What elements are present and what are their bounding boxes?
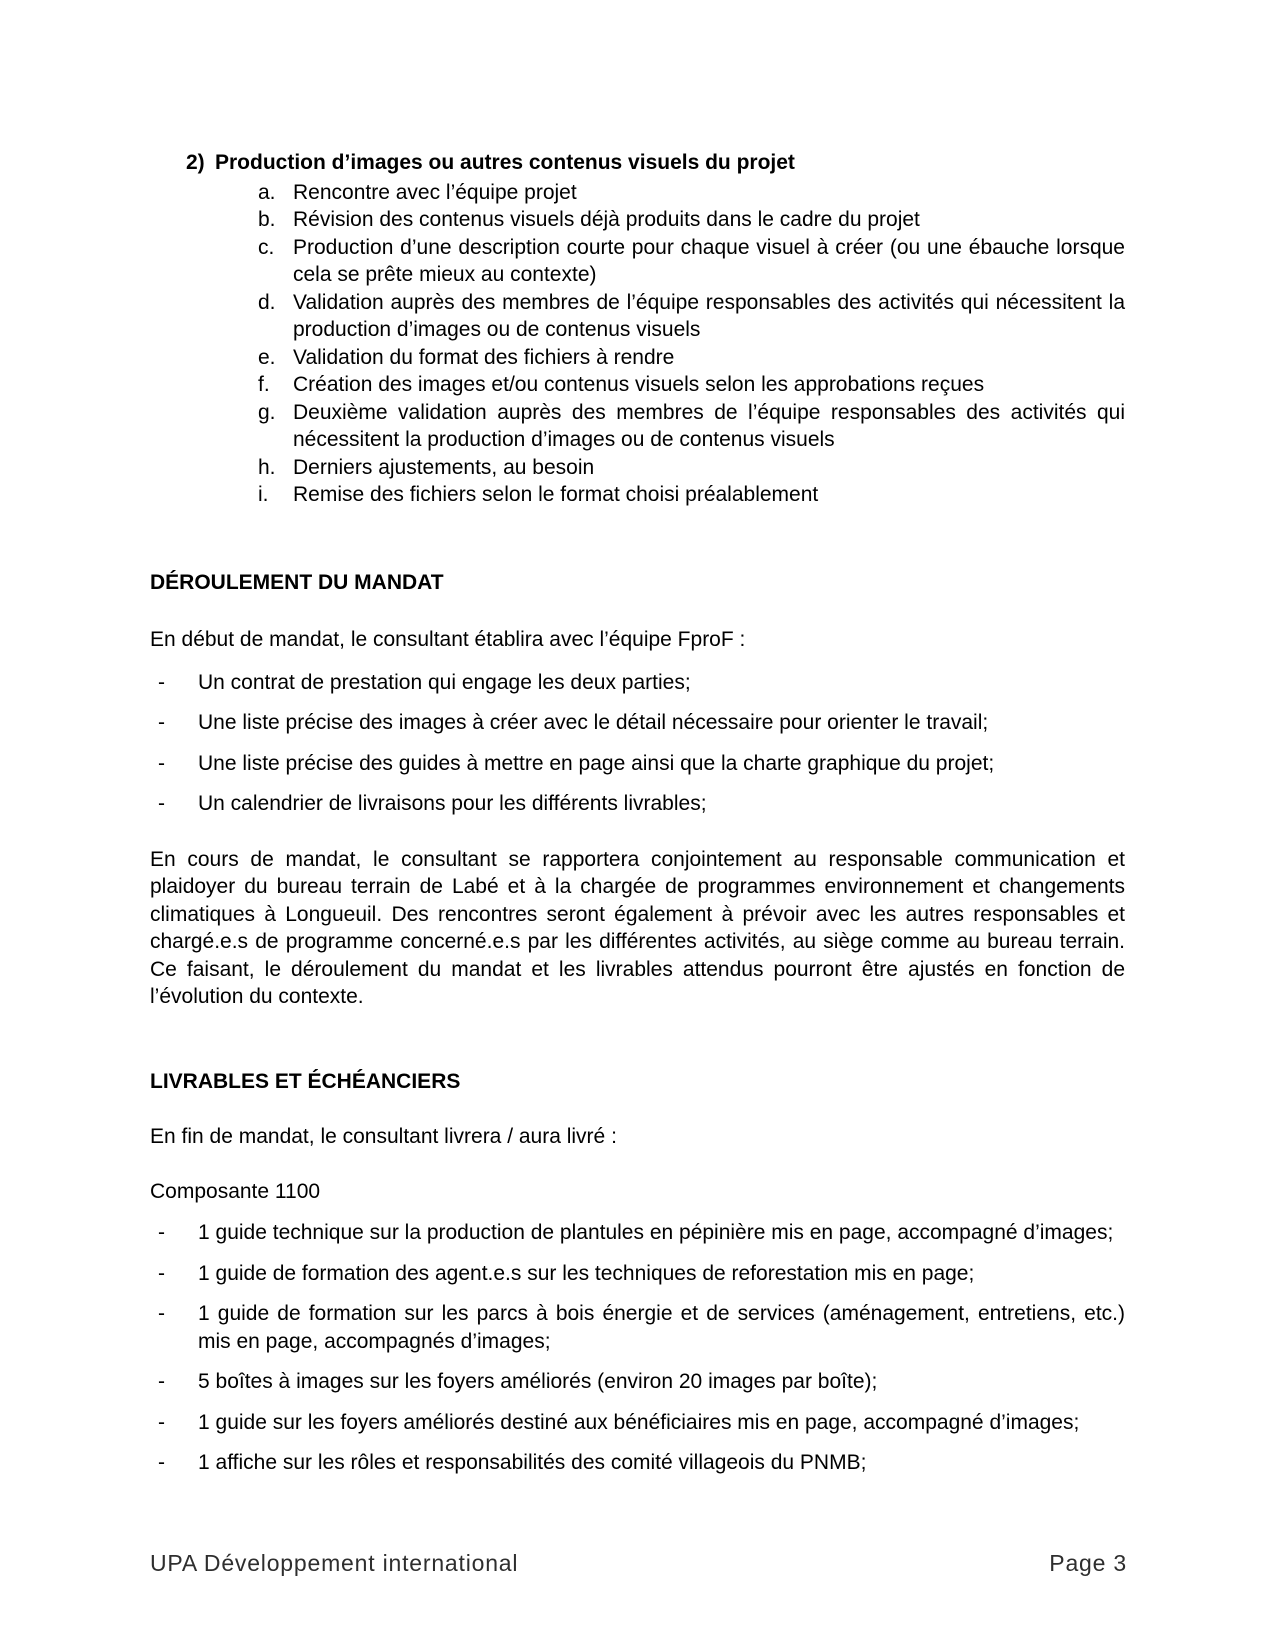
lettered-list-item	[150, 371, 1125, 399]
bullet-list-item	[150, 1368, 1125, 1396]
list-item-text: Validation auprès des membres de l’équipe responsables des activités qui nécessitent la production d’images ou de contenus visuels	[293, 290, 1125, 341]
section-2-lettered-list	[150, 179, 1125, 509]
list-item-letter: c.	[258, 235, 275, 259]
document-content	[150, 149, 1125, 1477]
dash-bullet-marker: -	[158, 1451, 165, 1474]
deroulement-heading: DÉROULEMENT DU MANDAT	[150, 570, 444, 594]
page-footer	[150, 1549, 1127, 1577]
dash-bullet-marker: -	[158, 1370, 165, 1393]
dash-bullet-marker: -	[158, 1221, 165, 1244]
bullet-item-text: 1 guide sur les foyers améliorés destiné aux bénéficiaires mis en page, accompagné d’images;	[198, 1410, 1080, 1434]
bullet-list-item	[150, 790, 1125, 818]
bullet-item-text: Une liste précise des images à créer avec le détail nécessaire pour orienter le travail;	[198, 711, 989, 734]
livrables-bullet-list	[150, 1219, 1125, 1477]
bullet-item-text: Un calendrier de livraisons pour les différents livrables;	[198, 792, 707, 815]
bullet-item-text: 5 boîtes à images sur les foyers améliorés (environ 20 images par boîte);	[198, 1370, 878, 1393]
bullet-list-item	[150, 669, 1125, 697]
list-item-letter: g.	[258, 400, 276, 424]
lettered-list-item	[150, 481, 1125, 509]
dash-bullet-marker: -	[158, 751, 165, 775]
list-item-text: Production d’une description courte pour chaque visuel à créer (ou une ébauche lorsque cela se prête mieux au contexte)	[293, 235, 1125, 286]
list-item-letter: h.	[258, 455, 276, 479]
bullet-list-item	[150, 1219, 1125, 1247]
bullet-list-item	[150, 1409, 1125, 1437]
lettered-list-item	[150, 206, 1125, 234]
composante-subheading: Composante 1100	[150, 1179, 321, 1203]
dash-bullet-marker: -	[158, 670, 165, 694]
dash-bullet-marker: -	[158, 711, 165, 734]
dash-bullet-marker: -	[158, 1410, 165, 1434]
list-item-text: Révision des contenus visuels déjà produits dans le cadre du projet	[293, 208, 920, 231]
livrables-intro: En fin de mandat, le consultant livrera / aura livré :	[150, 1125, 617, 1148]
lettered-list-item	[150, 289, 1125, 344]
lettered-list-item	[150, 454, 1125, 482]
lettered-list-item	[150, 344, 1125, 372]
list-item-text: Deuxième validation auprès des membres de l’équipe responsables des activités qui nécessitent la production d’images ou de contenus visuels	[293, 400, 1125, 451]
section-2-title: Production d’images ou autres contenus visuels du projet	[215, 151, 795, 174]
deroulement-paragraph: En cours de mandat, le consultant se rapportera conjointement au responsable communication et plaidoyer du bureau terrain de Labé et à la chargée de programmes environnement et changements climatiques à Longueuil. Des rencontres seront également à prévoir avec les autres responsables et chargé.e.s de programme concerné.e.s par les différentes activités, au siège comme au bureau terrain. Ce faisant, le déroulement du mandat et les livrables attendus pourront être ajustés en fonction de l’évolution du contexte.	[150, 847, 1125, 1008]
dash-bullet-marker: -	[158, 792, 165, 815]
bullet-list-item	[150, 1449, 1125, 1477]
bullet-item-text: Une liste précise des guides à mettre en page ainsi que la charte graphique du projet;	[198, 751, 995, 775]
dash-bullet-marker: -	[158, 1261, 165, 1285]
footer-organization: UPA Développement international	[150, 1550, 519, 1576]
bullet-item-text: 1 guide technique sur la production de plantules en pépinière mis en page, accompagné d’images;	[198, 1221, 1114, 1244]
list-item-letter: i.	[258, 483, 269, 506]
list-item-text: Remise des fichiers selon le format choisi préalablement	[293, 483, 819, 506]
list-item-text: Rencontre avec l’équipe projet	[293, 180, 577, 204]
lettered-list-item	[150, 399, 1125, 454]
list-item-text: Validation du format des fichiers à rendre	[293, 345, 675, 369]
list-item-letter: b.	[258, 208, 276, 231]
lettered-list-item	[150, 179, 1125, 207]
bullet-list-item	[150, 1260, 1125, 1288]
list-item-letter: a.	[258, 180, 276, 204]
footer-page-number: Page 3	[1049, 1550, 1127, 1576]
list-item-letter: d.	[258, 290, 276, 314]
dash-bullet-marker: -	[158, 1302, 165, 1325]
section-2-number: 2)	[186, 151, 205, 174]
bullet-list-item	[150, 750, 1125, 778]
bullet-list-item	[150, 709, 1125, 737]
list-item-text: Création des images et/ou contenus visuels selon les approbations reçues	[293, 373, 985, 396]
bullet-item-text: 1 guide de formation des agent.e.s sur les techniques de reforestation mis en page;	[198, 1261, 975, 1285]
list-item-letter: e.	[258, 345, 276, 369]
bullet-item-text: Un contrat de prestation qui engage les deux parties;	[198, 670, 691, 694]
list-item-text: Derniers ajustements, au besoin	[293, 455, 595, 479]
deroulement-bullet-list	[150, 669, 1125, 818]
bullet-item-text: 1 guide de formation sur les parcs à bois énergie et de services (aménagement, entretiens, etc.) mis en page, accompagnés d’images;	[198, 1302, 1125, 1353]
livrables-heading: LIVRABLES ET ÉCHÉANCIERS	[150, 1069, 461, 1093]
list-item-letter: f.	[258, 373, 270, 396]
bullet-list-item	[150, 1300, 1125, 1355]
section-2-heading	[150, 149, 1125, 177]
lettered-list-item	[150, 234, 1125, 289]
deroulement-intro: En début de mandat, le consultant établira avec l’équipe FproF :	[150, 628, 746, 651]
bullet-item-text: 1 affiche sur les rôles et responsabilités des comité villageois du PNMB;	[198, 1451, 867, 1474]
